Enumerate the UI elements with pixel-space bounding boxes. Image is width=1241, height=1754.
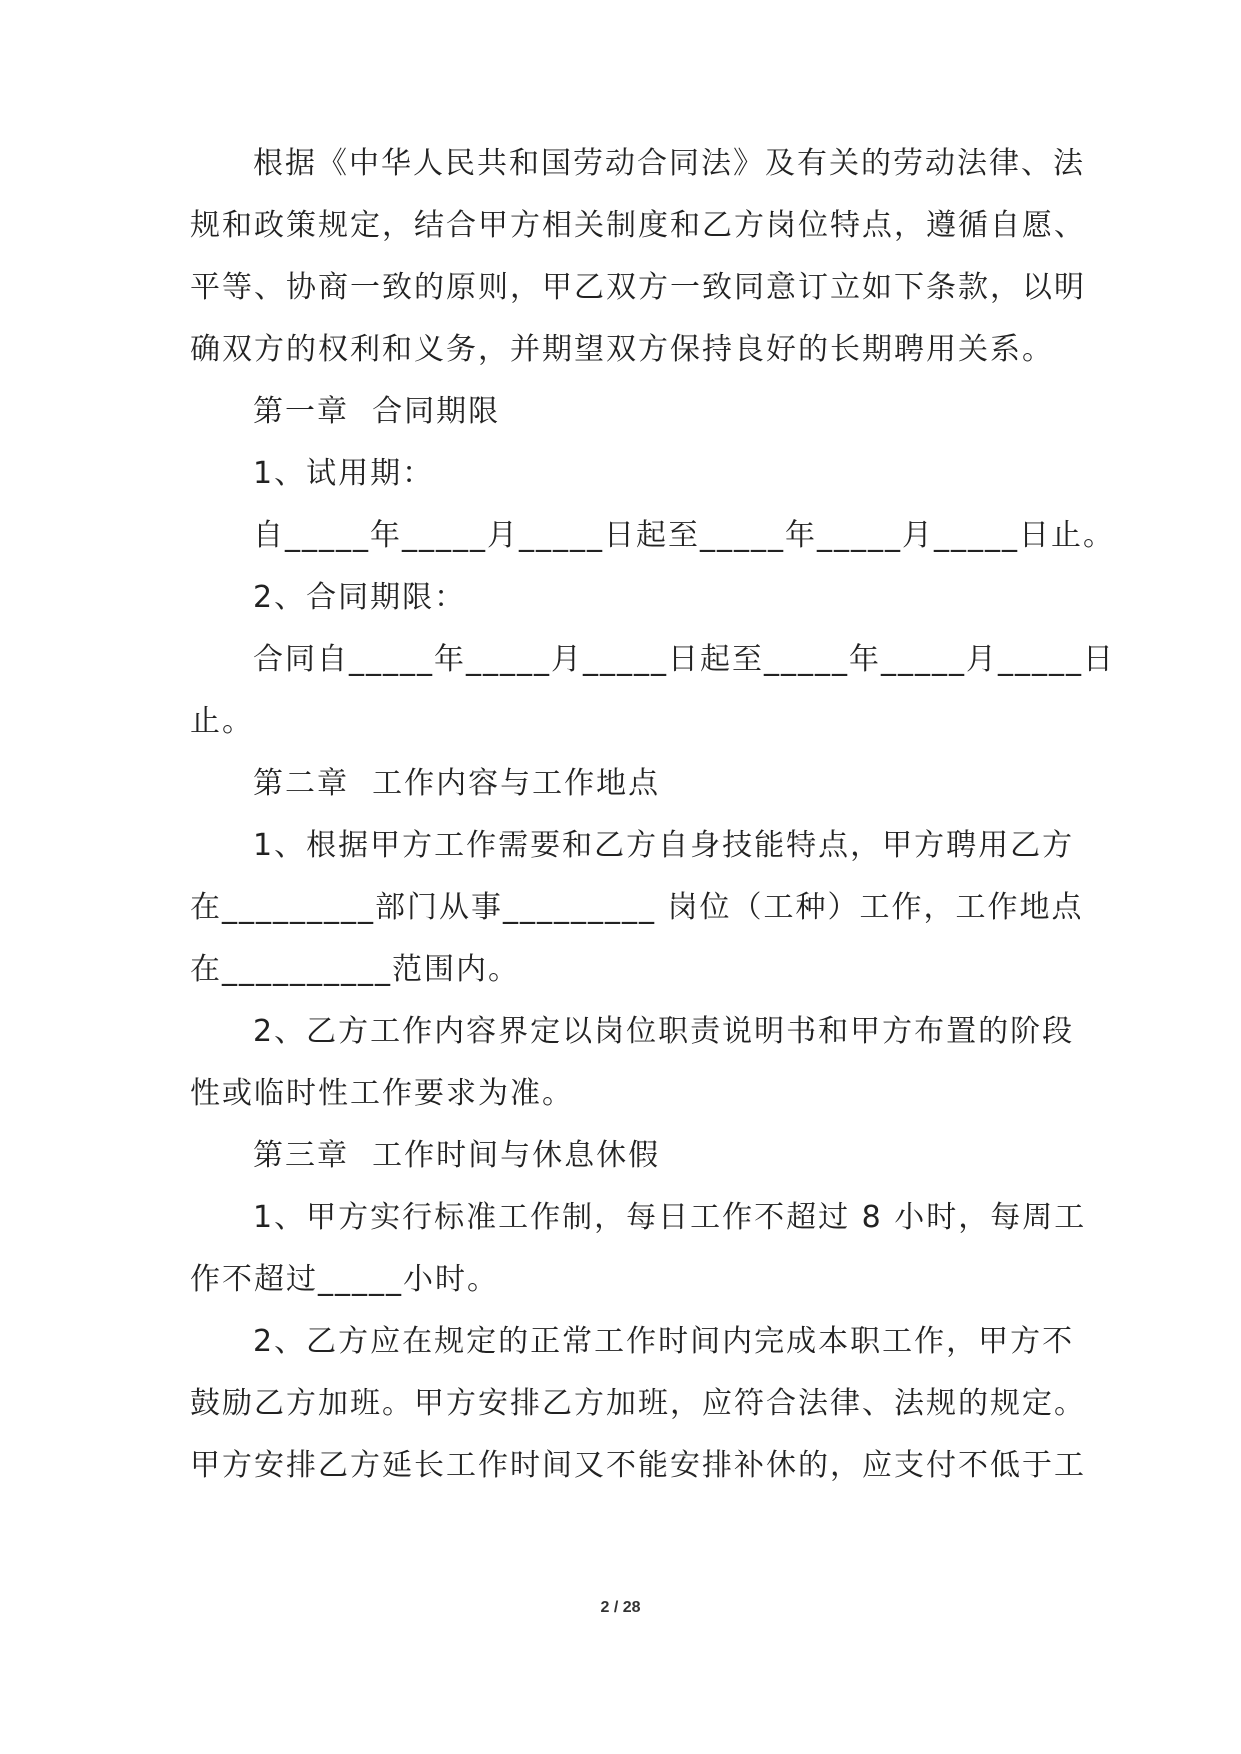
chapter-heading: 第一章 合同期限 [253,394,501,429]
clause-text: 自_____年_____月_____日起至_____年_____月_____日止。 [253,518,1115,553]
paragraph-line: 规和政策规定，结合甲方相关制度和乙方岗位特点，遵循自愿、 [190,208,1086,243]
paragraph-line: 根据《中华人民共和国劳动合同法》及有关的劳动法律、法 [253,146,1085,181]
page-number: 2 / 28 [600,1599,641,1616]
clause-text: 合同自_____年_____月_____日起至_____年_____月_____日 [253,642,1115,677]
clause-text: 甲方安排乙方延长工作时间又不能安排补休的，应支付不低于工 [190,1448,1086,1483]
clause-text: 鼓励乙方加班。甲方安排乙方加班，应符合法律、法规的规定。 [190,1386,1086,1421]
clause-heading: 1、试用期： [253,456,435,491]
clause-text: 作不超过_____小时。 [190,1262,499,1297]
clause-text: 1、甲方实行标准工作制，每日工作不超过 8 小时，每周工 [253,1200,1087,1235]
clause-text: 2、乙方应在规定的正常工作时间内完成本职工作，甲方不 [253,1324,1075,1359]
clause-text: 1、根据甲方工作需要和乙方自身技能特点，甲方聘用乙方 [253,828,1075,863]
paragraph-line: 确双方的权利和义务，并期望双方保持良好的长期聘用关系。 [190,332,1054,367]
chapter-heading: 第三章 工作时间与休息休假 [253,1138,661,1173]
clause-text: 在_________部门从事_________ 岗位（工种）工作，工作地点 [190,890,1084,925]
clause-heading: 2、合同期限： [253,580,467,615]
clause-text: 止。 [190,704,254,739]
clause-text: 2、乙方工作内容界定以岗位职责说明书和甲方布置的阶段 [253,1014,1075,1049]
clause-text: 性或临时性工作要求为准。 [190,1076,574,1111]
chapter-heading: 第二章 工作内容与工作地点 [253,766,661,801]
paragraph-line: 平等、协商一致的原则，甲乙双方一致同意订立如下条款，以明 [190,270,1086,305]
clause-text: 在__________范围内。 [190,952,520,987]
